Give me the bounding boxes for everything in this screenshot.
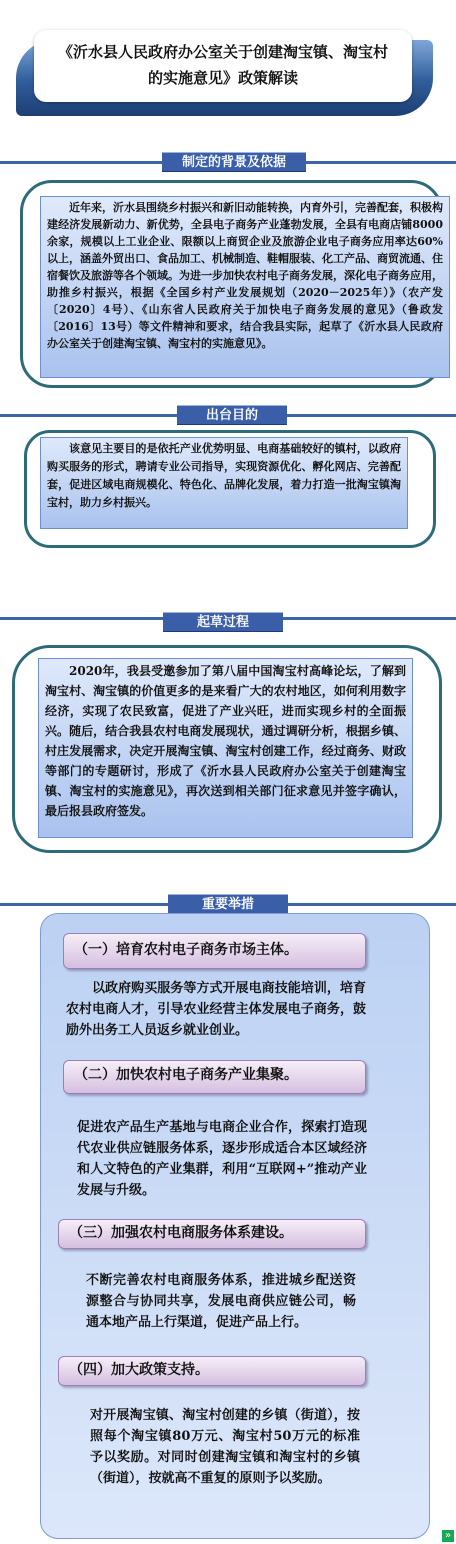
section-header-drafting: 起草过程 [163,612,283,632]
drafting-paragraph: 2020年，我县受邀参加了第八届中国淘宝村高峰论坛，了解到淘宝村、淘宝镇的价值更多的是来看广大的农村地区，如何利用数字经济，实现了农民致富，促进了产业兴旺，进而实现乡村的全面振兴。随后，结合我县农村电商发展现状，通过调研分析，根据乡镇、村庄发展需求，决定开展淘宝镇、淘宝村创建工作，经过商务、财政等部门的专题研讨，形成了《沂水县人民政府办公室关于创建淘宝镇、淘宝村的实施意见》，再次送到相关部门征求意见并签字确认，最后报县政府签发。 [38,658,413,838]
measure-heading-1: （一）培育农村电子商务市场主体。 [63,933,366,969]
section-header-background: 制定的背景及依据 [162,152,306,172]
purpose-paragraph: 该意见主要目的是依托产业优势明显、电商基础较好的镇村，以政府购买服务的形式，聘请专业公司指导，实现资源优化、孵化网店、完善配套，促进区域电商规模化、特色化、品牌化发展，着力打造一批淘宝镇淘宝村，助力乡村振兴。 [40,437,408,529]
section-header-measures: 重要举措 [168,894,288,914]
title-line-1: 《沂水县人民政府办公室关于创建淘宝镇、淘宝村 [57,43,388,61]
measure-heading-2: （二）加快农村电子商务产业集聚。 [63,1060,366,1094]
section-header-purpose: 出台目的 [177,405,287,425]
double-chevron-down-icon[interactable]: » [442,1530,454,1542]
background-paragraph: 近年来，沂水县围绕乡村振兴和新旧动能转换，内育外引，完善配套，积极构建经济发展新动力、新优势，全县电子商务产业蓬勃发展，全县有电商店铺8000余家，规模以上工业企业、限额以上商贸企业及旅游企业电子商务应用率达60%以上，涵盖外贸出口、食品加工、机械制造、鞋帽服装、化工产品、商贸流通、住宿餐饮及旅游等各个领域。为进一步加快农村电子商务发展，深化电子商务应用，助推乡村振兴，根据《全国乡村产业发展规划（2020－2025年）》（农产发〔2020〕4号）、《山东省人民政府关于加快电子商务发展的意见》（鲁政发〔2016〕13号）等文件精神和要求，结合我县实际，起草了《沂水县人民政府办公室关于创建淘宝镇、淘宝村的实施意见》。 [40,196,450,378]
measure-text-4: 对开展淘宝镇、淘宝村创建的乡镇（街道），按照每个淘宝镇80万元、淘宝村50万元的标准予以奖励。对同时创建淘宝镇和淘宝村的乡镇（街道），按就高不重复的原则予以奖励。 [90,1408,360,1486]
measure-heading-4: （四）加大政策支持。 [58,1356,366,1386]
page-title [34,30,412,102]
measure-text-3: 不断完善农村电商服务体系，推进城乡配送资源整合与协同共享，发展电商供应链公司，畅通本地产品上行渠道，促进产品上行。 [86,1273,356,1330]
measure-text-1: 以政府购买服务等方式开展电商技能培训，培育农村电商人才，引导农业经营主体发展电子商务，鼓励外出务工人员返乡就业创业。 [66,981,366,1038]
measure-heading-3: （三）加强农村电商服务体系建设。 [58,1219,366,1249]
title-line-2: 的实施意见》政策解读 [147,69,298,87]
measure-text-2: 促进农产品生产基地与电商企业合作，探索打造现代农业供应链服务体系，逐步形成适合本区域经济和人文特色的产业集群，利用“互联网+”推动产业发展与升级。 [77,1120,367,1198]
